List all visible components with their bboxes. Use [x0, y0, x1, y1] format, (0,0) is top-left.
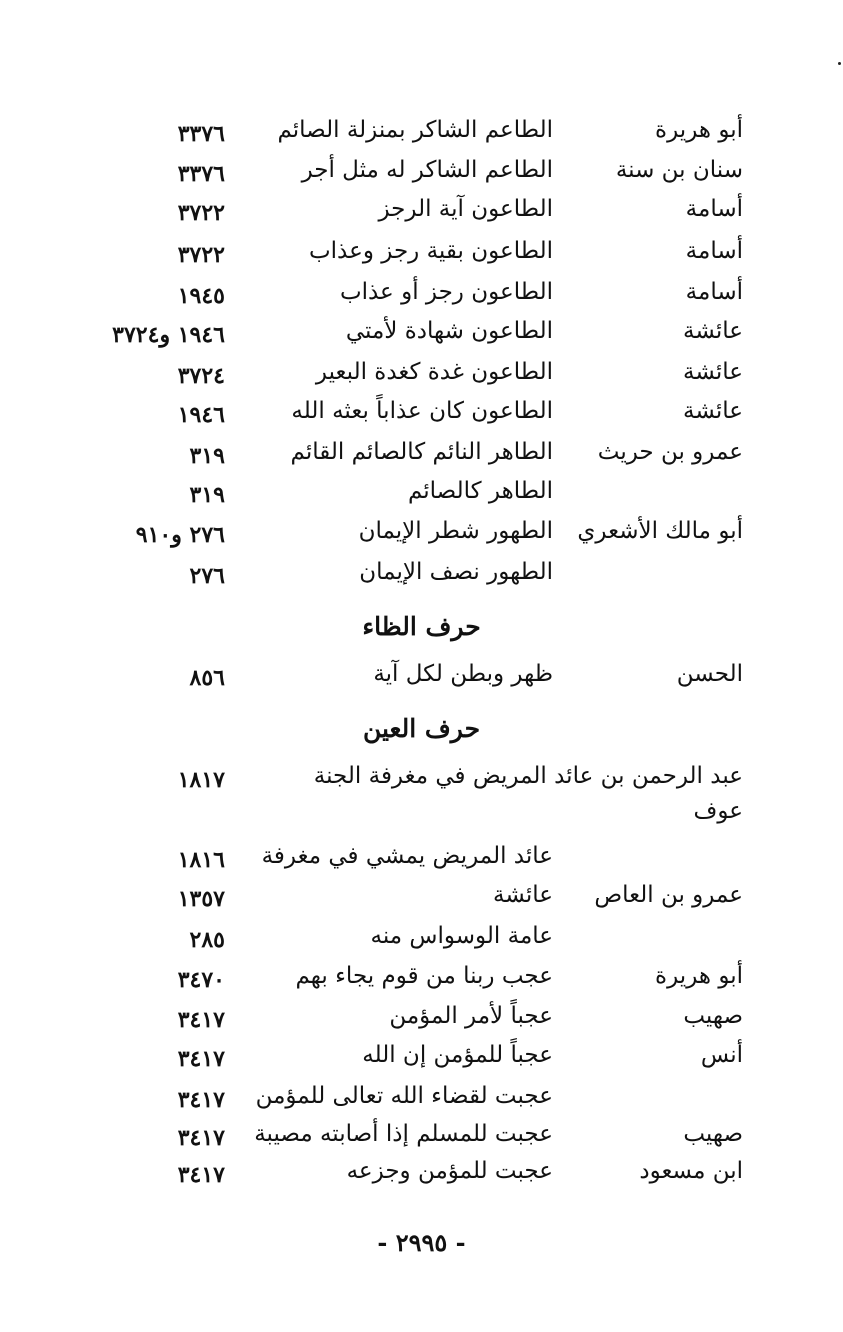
- hadith-number: ١٣٥٧: [177, 886, 225, 912]
- index-row: [0, 843, 843, 883]
- index-row: [0, 157, 843, 197]
- hadith-text: الطاعم الشاكر له مثل أجر: [301, 157, 553, 183]
- hadith-number: ١٩٤٦: [177, 402, 225, 428]
- hadith-number: ١٩٤٥: [177, 283, 225, 309]
- page-number: - ٢٩٩٥ -: [377, 1228, 466, 1257]
- hadith-text: عجباً للمؤمن إن الله: [362, 1042, 553, 1068]
- hadith-text: الطاعون كان عذاباً بعثه الله: [291, 398, 553, 424]
- hadith-number: ٣٤٧٠: [177, 967, 225, 993]
- hadith-text: الطاعم الشاكر بمنزلة الصائم: [277, 117, 553, 143]
- narrator: عائشة: [683, 359, 743, 385]
- index-row: [0, 1158, 843, 1198]
- hadith-text: الطاهر النائم كالصائم القائم: [290, 439, 553, 465]
- index-row: [0, 117, 843, 157]
- hadith-number: ٣٤١٧: [177, 1087, 225, 1113]
- hadith-text: عامة الوسواس منه: [370, 923, 553, 949]
- index-row: [0, 196, 843, 236]
- index-row: [0, 359, 843, 399]
- index-row: [0, 318, 843, 358]
- hadith-number: ٢٨٥: [189, 927, 225, 953]
- index-row: [0, 279, 843, 319]
- hadith-number: ٣٣٧٦: [177, 161, 225, 187]
- index-row: [0, 1083, 843, 1123]
- index-row: [0, 1121, 843, 1161]
- index-row: [0, 398, 843, 438]
- hadith-text: ظهر وبطن لكل آية: [373, 661, 553, 687]
- hadith-number: ٣٧٢٢: [177, 200, 225, 226]
- narrator: عمرو بن العاص: [594, 882, 743, 908]
- index-row: [0, 518, 843, 558]
- hadith-text: الطهور شطر الإيمان: [358, 518, 553, 544]
- index-row: [0, 882, 843, 922]
- index-row: [0, 661, 843, 701]
- index-row: [0, 439, 843, 479]
- narrator: صهيب: [683, 1121, 743, 1147]
- narrator: عائشة: [683, 398, 743, 424]
- index-row: [0, 798, 843, 838]
- index-row: [0, 1003, 843, 1043]
- narrator: أسامة: [685, 196, 743, 222]
- index-row: [0, 1042, 843, 1082]
- hadith-number: ٣٧٢٢: [177, 242, 225, 268]
- narrator: أنس: [700, 1042, 743, 1068]
- narrator: عمرو بن حريث: [597, 439, 743, 465]
- narrator: أبو هريرة: [655, 963, 743, 989]
- index-row: [0, 478, 843, 518]
- hadith-text: عجبت للمسلم إذا أصابته مصيبة: [254, 1121, 553, 1147]
- narrator: سنان بن سنة: [615, 157, 743, 183]
- narrator: صهيب: [683, 1003, 743, 1029]
- narrator: أبو هريرة: [655, 117, 743, 143]
- hadith-text: عجبت للمؤمن وجزعه: [346, 1158, 553, 1184]
- narrator: عبد الرحمن بن عائد المريض في مغرفة الجنة: [313, 763, 743, 789]
- hadith-number: ٣١٩: [189, 443, 225, 469]
- index-row: [0, 763, 843, 803]
- hadith-number: ٣١٩: [189, 482, 225, 508]
- narrator: أسامة: [685, 279, 743, 305]
- hadith-number: ١٨١٧: [177, 767, 225, 793]
- hadith-text: عائد المريض يمشي في مغرفة: [261, 843, 553, 869]
- hadith-number: ١٨١٦: [177, 847, 225, 873]
- hadith-number: ٨٥٦: [189, 665, 225, 691]
- hadith-text: الطاعون رجز أو عذاب: [339, 279, 553, 305]
- hadith-text: الطاعون شهادة لأمتي: [345, 318, 553, 344]
- hadith-number: ٣٧٢٤: [177, 363, 225, 389]
- hadith-text: الطاعون آية الرجز: [378, 196, 553, 222]
- scan-speck: [838, 62, 841, 65]
- index-row: [0, 963, 843, 1003]
- index-row: [0, 923, 843, 963]
- hadith-number: ٢٧٦ و٩١٠: [135, 522, 225, 548]
- index-row: [0, 559, 843, 599]
- narrator: الحسن: [676, 661, 743, 687]
- narrator: عوف: [693, 798, 743, 824]
- hadith-text: عجبت لقضاء الله تعالى للمؤمن: [255, 1083, 553, 1109]
- narrator: ابن مسعود: [639, 1158, 743, 1184]
- hadith-text: عجب ربنا من قوم يجاء بهم: [295, 963, 553, 989]
- hadith-text: الطاعون بقية رجز وعذاب: [309, 238, 553, 264]
- narrator: أسامة: [685, 238, 743, 264]
- index-row: [0, 238, 843, 278]
- section-heading: حرف العين: [362, 714, 481, 743]
- hadith-number: ٣٤١٧: [177, 1046, 225, 1072]
- hadith-text: عائشة: [493, 882, 553, 908]
- hadith-number: ١٩٤٦ و٣٧٢٤: [112, 322, 225, 348]
- hadith-number: ٣٤١٧: [177, 1007, 225, 1033]
- narrator: أبو مالك الأشعري: [577, 518, 743, 544]
- hadith-number: ٢٧٦: [189, 563, 225, 589]
- narrator: عائشة: [683, 318, 743, 344]
- hadith-number: ٣٤١٧: [177, 1125, 225, 1151]
- section-heading: حرف الظاء: [362, 612, 481, 641]
- hadith-number: ٣٣٧٦: [177, 121, 225, 147]
- hadith-number: ٣٤١٧: [177, 1162, 225, 1188]
- hadith-text: الطاهر كالصائم: [407, 478, 553, 504]
- hadith-text: الطاعون غدة كغدة البعير: [315, 359, 553, 385]
- hadith-text: عجباً لأمر المؤمن: [389, 1003, 553, 1029]
- hadith-text: الطهور نصف الإيمان: [359, 559, 553, 585]
